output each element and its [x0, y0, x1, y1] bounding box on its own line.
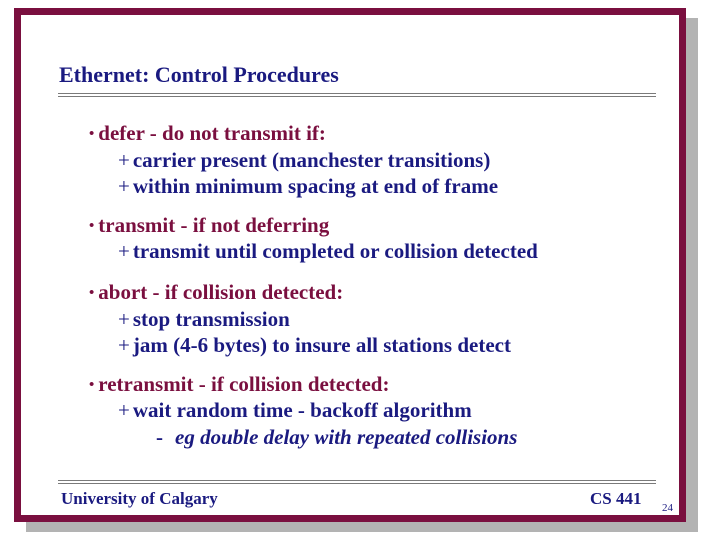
sub-item	[118, 398, 472, 423]
sub-item-text: within minimum spacing at end of frame	[132, 174, 499, 198]
bullet-defer	[89, 121, 326, 146]
sub-item-text: wait random time - backoff algorithm	[132, 398, 472, 422]
page-number: 24	[662, 502, 673, 514]
footer-course: CS 441	[590, 489, 642, 508]
bullet-text: retransmit - if collision detected:	[98, 372, 390, 396]
plus-icon: +	[118, 307, 130, 331]
plus-icon: +	[118, 333, 130, 357]
title-rule-bottom	[58, 96, 656, 97]
sub-sub-item-text: eg double delay with repeated collisions	[175, 425, 518, 449]
footer-institution: University of Calgary	[61, 489, 218, 508]
bullet-icon: •	[89, 218, 95, 234]
sub-sub-item	[156, 425, 517, 450]
sub-item	[118, 174, 498, 199]
bullet-text: abort - if collision detected:	[98, 280, 344, 304]
footer-rule-top	[58, 480, 656, 481]
bullet-abort	[89, 280, 343, 305]
sub-item	[118, 333, 511, 358]
plus-icon: +	[118, 148, 130, 172]
sub-item	[118, 307, 290, 332]
slide-title: Ethernet: Control Procedures	[59, 62, 339, 87]
bullet-icon: •	[89, 377, 95, 393]
sub-item-text: transmit until completed or collision detected	[132, 239, 538, 263]
sub-item	[118, 239, 538, 264]
plus-icon: +	[118, 174, 130, 198]
sub-item-text: stop transmission	[132, 307, 290, 331]
bullet-retransmit	[89, 372, 389, 397]
bullet-icon: •	[89, 126, 95, 142]
plus-icon: +	[118, 239, 130, 263]
bullet-transmit	[89, 213, 329, 238]
bullet-text: transmit - if not deferring	[98, 213, 330, 237]
dash-icon: -	[156, 425, 163, 449]
sub-item-text: carrier present (manchester transitions)	[132, 148, 491, 172]
plus-icon: +	[118, 398, 130, 422]
bullet-text: defer - do not transmit if:	[98, 121, 326, 145]
bullet-icon: •	[89, 285, 95, 301]
title-rule-top	[58, 93, 656, 94]
sub-item-text: jam (4-6 bytes) to insure all stations detect	[132, 333, 511, 357]
footer-rule-bottom	[58, 483, 656, 484]
sub-item	[118, 148, 490, 173]
